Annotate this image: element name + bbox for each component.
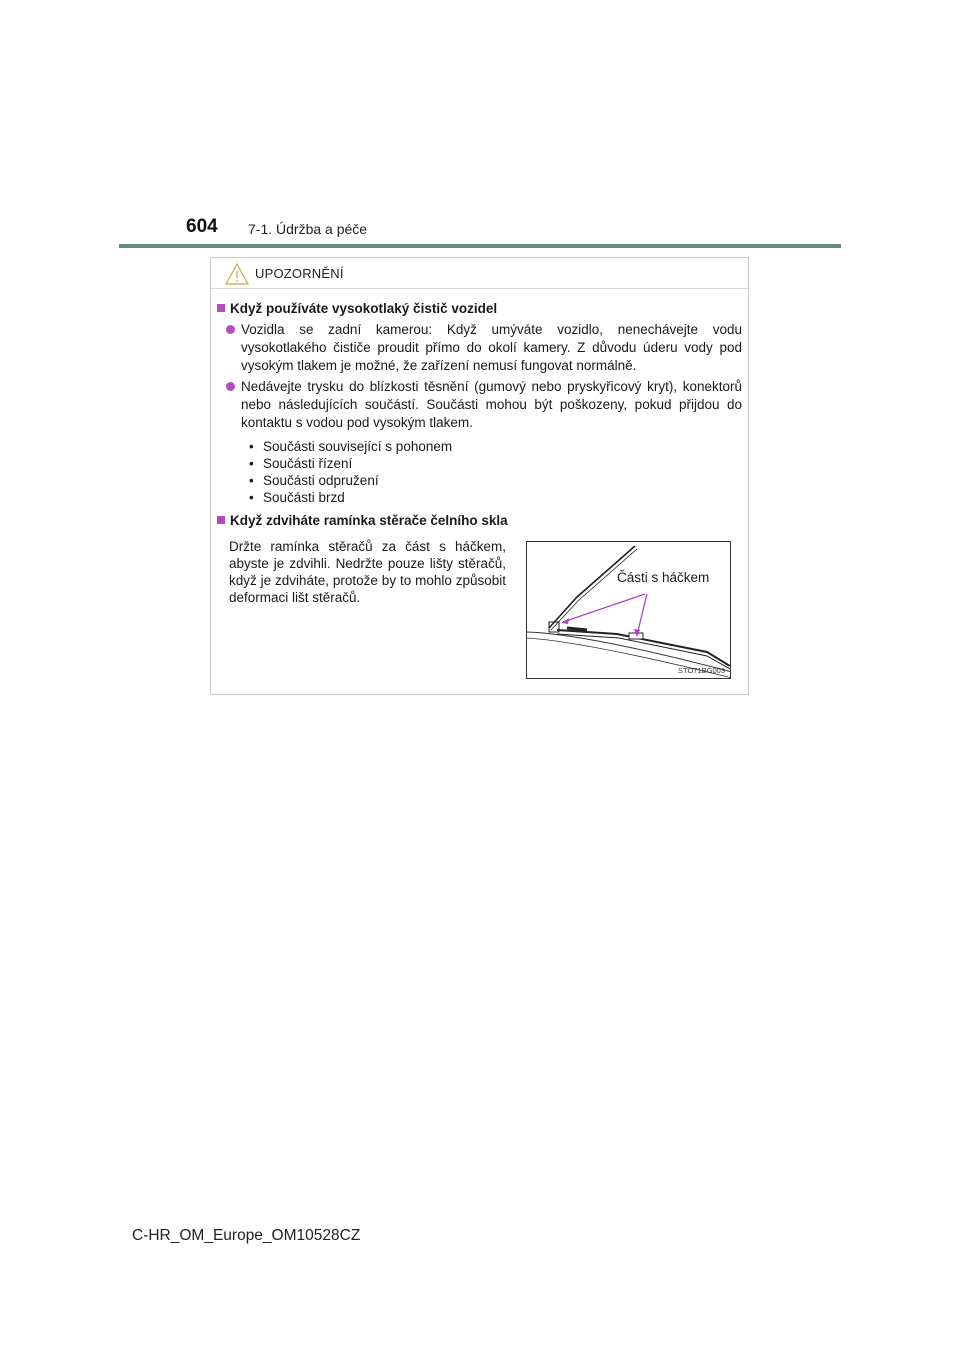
- page-header: [0, 0, 960, 250]
- warning-box: [210, 257, 749, 695]
- figure-callout: Části s háčkem: [617, 570, 710, 585]
- components-list: [249, 438, 452, 506]
- section-title: 7-1. Údržba a péče: [248, 221, 368, 237]
- page-number: 604: [186, 216, 218, 237]
- section-heading-wiper-arms: Když zdviháte ramínka stěrače čelního skla: [217, 513, 508, 528]
- bullet-camera: Vozidla se zadní kamerou: Když umýváte vozidlo, nenechávejte vodu vysokotlakého čističe proudit přímo do okolí kamery. Z důvodu úderu vody pod vysokým tlakem je možné, že zařízení nemusí fungovat normálně.: [226, 321, 742, 375]
- warning-header: [211, 258, 748, 289]
- wiper-instructions: Držte ramínka stěračů za část s háčkem, abyste je zdvihli. Nedržte pouze lišty stěračů, když je zdviháte, protože by to mohlo způsobit deformaci lišt stěračů.: [229, 539, 506, 605]
- wiper-figure: [526, 541, 731, 679]
- circle-bullet-icon: [226, 382, 235, 391]
- list-item: • Součásti odpružení: [249, 473, 379, 488]
- figure-code: STO71BG003: [678, 666, 725, 675]
- square-bullet-icon: [217, 516, 225, 524]
- circle-bullet-icon: [226, 325, 235, 334]
- warning-triangle-icon: [225, 263, 249, 285]
- list-item: • Součásti řízení: [249, 456, 353, 471]
- wiper-illustration: [527, 542, 731, 679]
- section-heading-pressure-washer: Když používáte vysokotlaký čistič vozidel: [217, 301, 497, 316]
- footer-document-id: C-HR_OM_Europe_OM10528CZ: [132, 1227, 361, 1244]
- warning-title: UPOZORNĚNÍ: [255, 266, 344, 281]
- header-rule: [119, 244, 841, 248]
- bullet-nozzle: Nedávejte trysku do blízkosti těsnění (gumový nebo pryskyřicový kryt), konektorů nebo následujících součástí. Součásti mohou být poškozeny, pokud přijdou do kontaktu s vodou pod vysokým tlakem.: [226, 378, 742, 432]
- list-item: • Součásti související s pohonem: [249, 439, 453, 454]
- list-item: • Součásti brzd: [249, 490, 345, 505]
- square-bullet-icon: [217, 304, 225, 312]
